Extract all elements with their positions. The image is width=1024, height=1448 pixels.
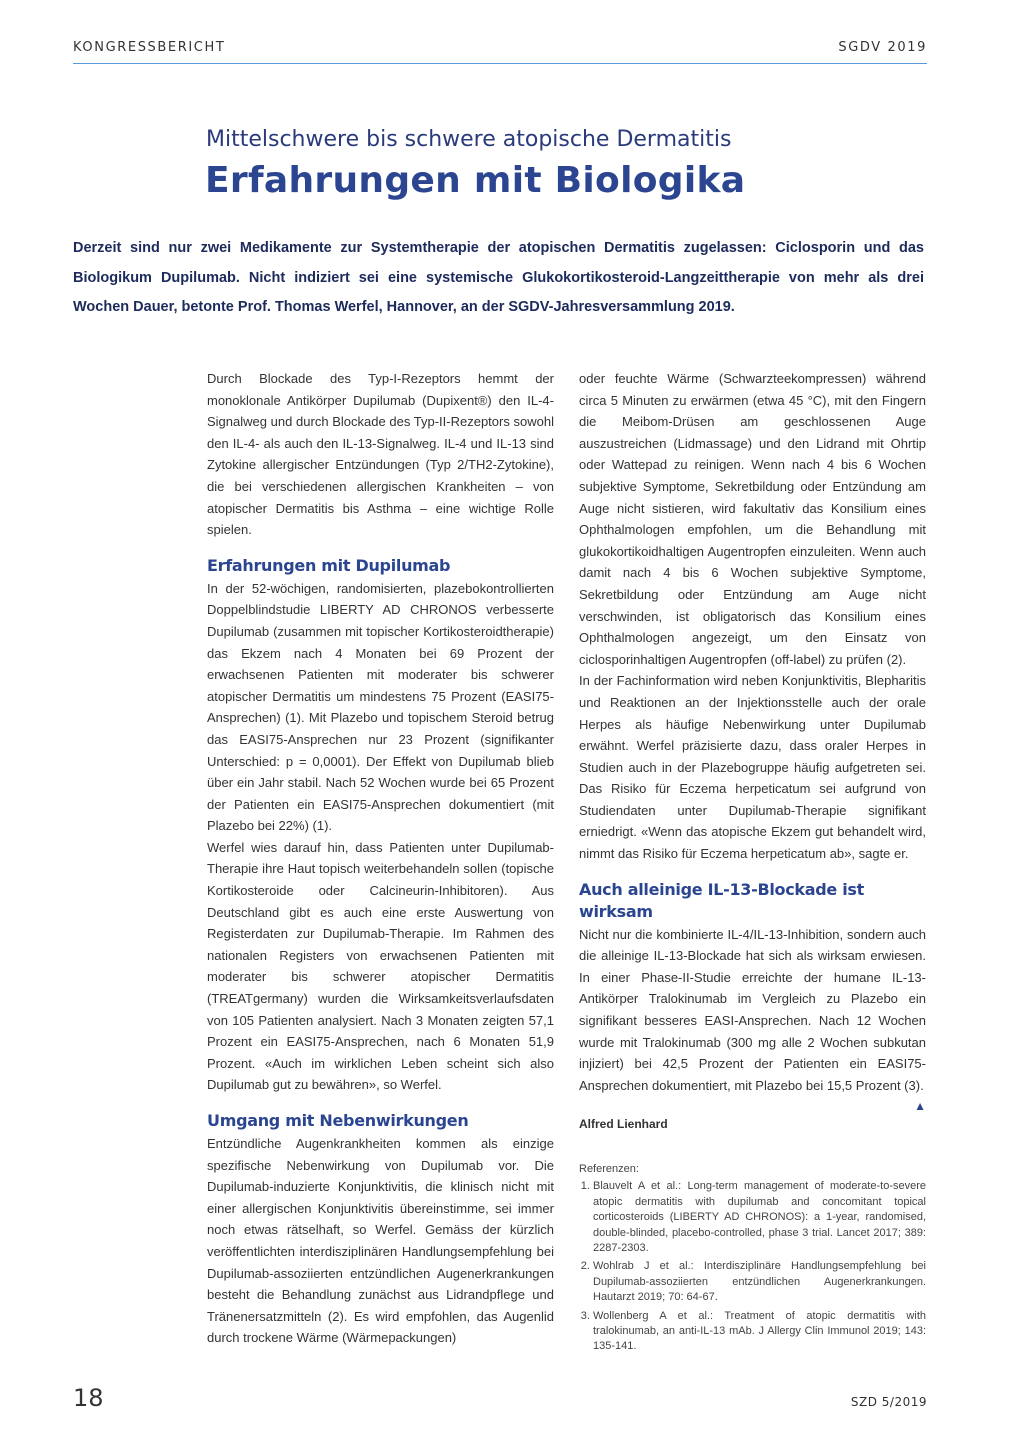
paragraph: In der 52-wöchigen, randomisierten, plazebokontrollierten Doppelblindstudie LIBERTY AD CHRONOS verbesserte Dupilumab (zusammen mit topischer Kortikosteroidtherapie) das Ekzem nach 4 Monaten bei 69 Prozent der erwachsenen Patienten mit moderater bis schwerer atopischer Dermatitis um mindestens 75 Prozent (EASI75-Ansprechen) (1). Mit Plazebo und topischem Steroid betrug das EASI75-Ansprechen nur 23 Prozent (signifikanter Unterschied: p = 0,0001). Der Effekt von Dupilumab blieb über ein Jahr stabil. Nach 52 Wochen wurde bei 65 Prozent der Patienten ein EASI75-Ansprechen dokumentiert (mit Plazebo bei 22%) (1). (207, 580, 554, 834)
paragraph: In der Fachinformation wird neben Konjunktivitis, Blepharitis und Reaktionen an der Injektionsstelle auch der orale Herpes als häufige Nebenwirkung unter Dupilumab erwähnt. Werfel präzisierte dazu, dass oraler Herpes in Studien auch in der Plazebogruppe häufig aufgetreten sei. Das Risiko für Eczema herpeticatum sei aufgrund von Studiendaten unter Dupilumab-Therapie signifikant erniedrigt. «Wenn das atopische Ekzem gut behandelt wird, nimmt das Risiko für Eczema herpeticatum ab», sagte er. (579, 673, 926, 862)
section-heading-il13: Auch alleinige IL-13-Blockade ist wirksam (579, 879, 864, 921)
reference-item: 1. Blauvelt A et al.: Long-term management of moderate-to-severe atopic dermatitis with dupilumab and concomitant topical corticosteroids (LIBERTY AD CHRONOS): a 1-year, randomised, double-blinded, placebo-controlled, phase 3 trial. Lancet 2017; 389: 2287-2303. (593, 1179, 926, 1256)
references-list (579, 1179, 926, 1354)
reference-item: 3. Wollenberg A et al.: Treatment of atopic dermatitis with tralokinumab, an anti-IL-13 mAb. J Allergy Clin Immunol 2019; 143: 135-141. (593, 1309, 926, 1355)
references (579, 1162, 926, 1358)
references-title: Referenzen: (579, 1163, 639, 1175)
paragraph: oder feuchte Wärme (Schwarzteekompressen) während circa 5 Minuten zu erwärmen (etwa 45 °C), mit den Fingern die Meibom-Drüsen am geschlossenen Auge auszustreichen (Lidmassage) und den Lidrand mit Ohrtip oder Wattepad zu reinigen. Wenn nach 4 bis 6 Wochen subjektive Symptome, Sekretbildung oder Entzündung am Auge nicht sistieren, wird fakultativ das Konsilium eines Ophthalmologen empfohlen, um die Behandlung mit glukokortikoidhaltigen Augentropfen einzuleiten. Wenn auch damit nach 4 bis 6 Wochen subjektive Symptome, Sekretbildung oder Entzündung am Auge nicht verschwinden, ist obligatorisch das Konsilium eines Ophthalmologen angezeigt, um den Einsatz von ciclosporinhaltigen Augentropfen (off-label) zu prüfen (2). (579, 371, 926, 667)
right-column (579, 368, 926, 1118)
paragraph: Durch Blockade des Typ-I-Rezeptors hemmt der monoklonale Antikörper Dupilumab (Dupixent®) den IL-4-Signalweg und durch Blockade des Typ-II-Rezeptors sowohl den IL-4- als auch den IL-13-Signalweg. IL-4 und IL-13 sind Zytokine allergischer Entzündungen (Typ 2/TH2-Zytokine), die bei verschiedenen allergischen Krankheiten – von atopischer Dermatitis bis Asthma – eine wichtige Rolle spielen. (207, 371, 554, 538)
page-number: 18 (73, 1384, 104, 1412)
header-divider (73, 63, 927, 64)
end-triangle-icon: ▲ (914, 1099, 926, 1114)
paragraph-text: Nicht nur die kombinierte IL-4/IL-13-Inhibition, sondern auch die alleinige IL-13-Blockade hat sich als wirksam erwiesen. In einer Phase-II-Studie erreichte der humane IL-13-Antikörper Tralokinumab im Vergleich zu Plazebo ein signifikant besseres EASI-Ansprechen. Nach 12 Wochen wurde mit Tralokinumab (300 mg alle 2 Wochen subkutan injiziert) bei 42,5 Prozent der Patienten ein EASI75-Ansprechen dokumentiert, mit Plazebo bei 15,5 Prozent (3). (579, 926, 926, 1093)
article-kicker: Mittelschwere bis schwere atopische Dermatitis (206, 127, 732, 152)
paragraph: Entzündliche Augenkrankheiten kommen als einzige spezifische Nebenwirkung von Dupilumab vor. Die Dupilumab-induzierte Konjunktivitis, die klinisch nicht mit einer allergischen Konjunktivitis übereinstimme, sei immer noch etwas rätselhaft, so Werfel. Gemäss der kürzlich veröffentlichten interdisziplinären Handlungsempfehlung bei Dupilumab-assoziierten entzündlichen Augenerkrankungen besteht die Behandlung zunächst aus Lidrandpflege und Tränenersatzmitteln (2). Es wird empfohlen, das Augenlid durch trockene Wärme (Wärmepackungen) (207, 1136, 554, 1346)
section-heading-nebenwirkungen: Umgang mit Nebenwirkungen (207, 1111, 469, 1130)
reference-item: 2. Wohlrab J et al.: Interdisziplinäre Handlungsempfehlung bei Dupilumab-assoziierten entzündlichen Augenerkrankungen. Hautarzt 2019; 70: 64-67. (593, 1259, 926, 1305)
section-heading-dupilumab: Erfahrungen mit Dupilumab (207, 555, 451, 575)
article-lead: Derzeit sind nur zwei Medikamente zur Systemtherapie der atopischen Dermatitis zugelassen: Ciclosporin und das Biologikum Dupilumab. Nicht indiziert sei eine systemische Glukokortikosteroid-Langzeittherapie von mehr als drei Wochen Dauer, betonte Prof. Thomas Werfel, Hannover, an der SGDV-Jahresversammlung 2019. (73, 240, 924, 315)
issue-label: SZD 5/2019 (850, 1395, 927, 1409)
paragraph: Werfel wies darauf hin, dass Patienten unter Dupilumab-Therapie ihre Haut topisch weiterbehandeln sollen (topische Kortikosteroide oder Calcineurin-Inhibitoren). Aus Deutschland gibt es auch eine erste Auswertung von Registerdaten zur Dupilumab-Therapie. Im Rahmen des nationalen Registers von erwachsenen Patienten mit moderater bis schwerer atopischer Dermatitis (TREATgermany) wurden die Wirksamkeitsverlaufsdaten von 105 Patienten analysiert. Nach 3 Monaten zeigten 57,1 Prozent ein EASI75-Ansprechen, nach 6 Monaten 51,9 Prozent. «Auch im wirklichen Leben scheint sich also Dupilumab gut zu bewähren», so Werfel. (207, 839, 554, 1093)
section-label: KONGRESSBERICHT (73, 40, 226, 55)
paragraph (579, 924, 926, 1114)
author-name: Alfred Lienhard (579, 1117, 668, 1131)
left-column (207, 368, 554, 1349)
event-label: SGDV 2019 (838, 40, 927, 55)
article-title: Erfahrungen mit Biologika (205, 160, 746, 201)
